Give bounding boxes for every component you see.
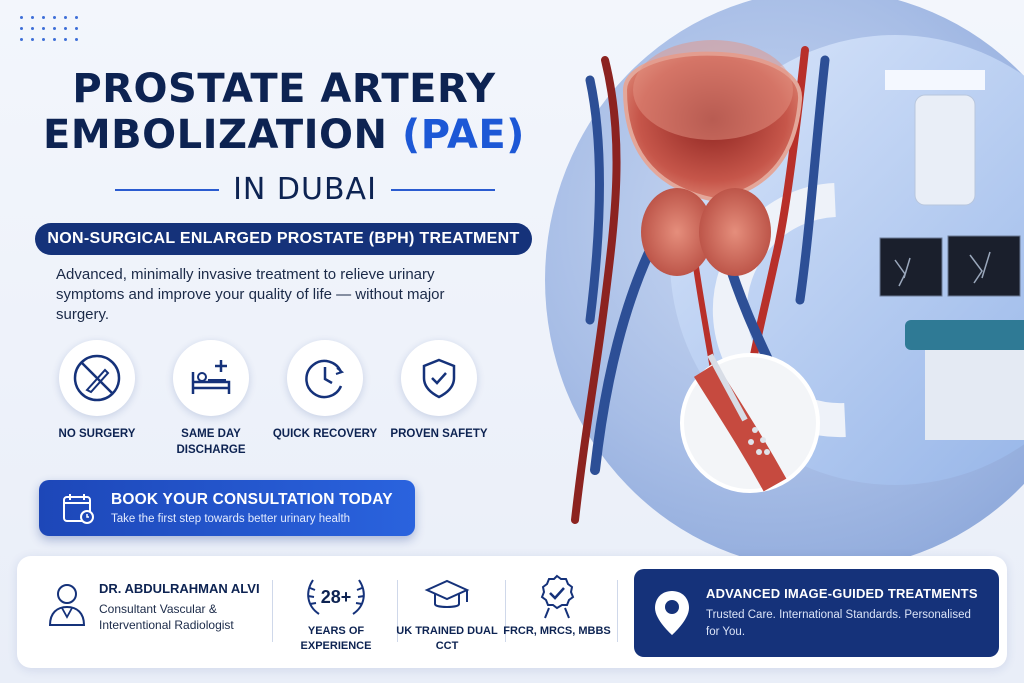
feature-no-surgery — [40, 340, 154, 458]
divider-left — [115, 189, 219, 191]
calendar-icon — [61, 491, 95, 525]
advanced-subtitle: Trusted Care. International Standards. Personalised for You. — [706, 608, 971, 638]
stat-uk-trained — [392, 572, 502, 654]
title-line-2-main: EMBOLIZATION — [43, 112, 388, 158]
experience-badge-text: 28+ — [320, 587, 352, 607]
graduation-cap-icon — [423, 572, 471, 620]
award-badge-icon — [533, 572, 581, 620]
location-pin-icon — [652, 588, 692, 638]
shield-check-icon — [401, 340, 477, 416]
cta-text — [111, 491, 393, 525]
decorative-dots-top-left — [20, 16, 78, 41]
title-line-2-accent: (PAE) — [401, 112, 525, 158]
cta-subtitle: Take the first step towards better urinary health — [111, 513, 351, 525]
stat-experience — [281, 572, 391, 654]
feature-label: SAME DAY DISCHARGE — [176, 428, 246, 456]
clock-icon — [287, 340, 363, 416]
page-title — [0, 66, 568, 158]
doctor-info — [47, 581, 260, 633]
location-text: IN DUBAI — [233, 172, 377, 207]
doctor-name: DR. ABDULRAHMAN ALVI — [99, 581, 260, 596]
laurel-badge-icon — [301, 572, 371, 620]
tagline-banner: NON-SURGICAL ENLARGED PROSTATE (BPH) TREATMENT — [35, 223, 532, 255]
description-text: Advanced, minimally invasive treatment to relieve urinary symptoms and improve your quality of life — without major surgery. — [56, 266, 445, 323]
advanced-treatments-panel — [634, 569, 999, 657]
cta-title: BOOK YOUR CONSULTATION TODAY — [111, 491, 393, 508]
hospital-bed-icon — [173, 340, 249, 416]
feature-label: NO SURGERY — [58, 428, 136, 440]
book-consultation-button[interactable] — [39, 480, 415, 536]
stat-label: YEARS OF EXPERIENCE — [300, 625, 372, 652]
credentials-bar — [17, 556, 1007, 668]
no-scalpel-icon — [59, 340, 135, 416]
stat-label: UK TRAINED DUAL CCT — [396, 625, 498, 652]
divider — [617, 580, 618, 642]
advanced-text — [706, 586, 986, 641]
advanced-title: ADVANCED IMAGE-GUIDED TREATMENTS — [706, 585, 978, 601]
prostate-right-lobe — [699, 188, 771, 276]
feature-proven-safety — [382, 340, 496, 458]
doctor-avatar-icon — [47, 581, 87, 627]
title-line-2 — [0, 112, 568, 158]
stat-qualifications — [502, 572, 612, 639]
feature-label: QUICK RECOVERY — [272, 428, 378, 440]
feature-label: PROVEN SAFETY — [390, 428, 488, 440]
doctor-role: Consultant Vascular & Interventional Radiologist — [99, 602, 234, 632]
feature-quick-recovery — [268, 340, 382, 458]
doctor-text — [99, 581, 260, 633]
feature-same-day-discharge — [154, 340, 268, 458]
divider-right — [391, 189, 495, 191]
divider — [272, 580, 273, 642]
embolization-inset — [682, 355, 818, 491]
location-subtitle — [115, 172, 495, 207]
features-row — [40, 340, 500, 458]
anatomy-illustration — [545, 0, 1024, 560]
title-line-1: PROSTATE ARTERY — [72, 66, 496, 112]
stat-label: FRCR, MRCS, MBBS — [503, 625, 611, 637]
